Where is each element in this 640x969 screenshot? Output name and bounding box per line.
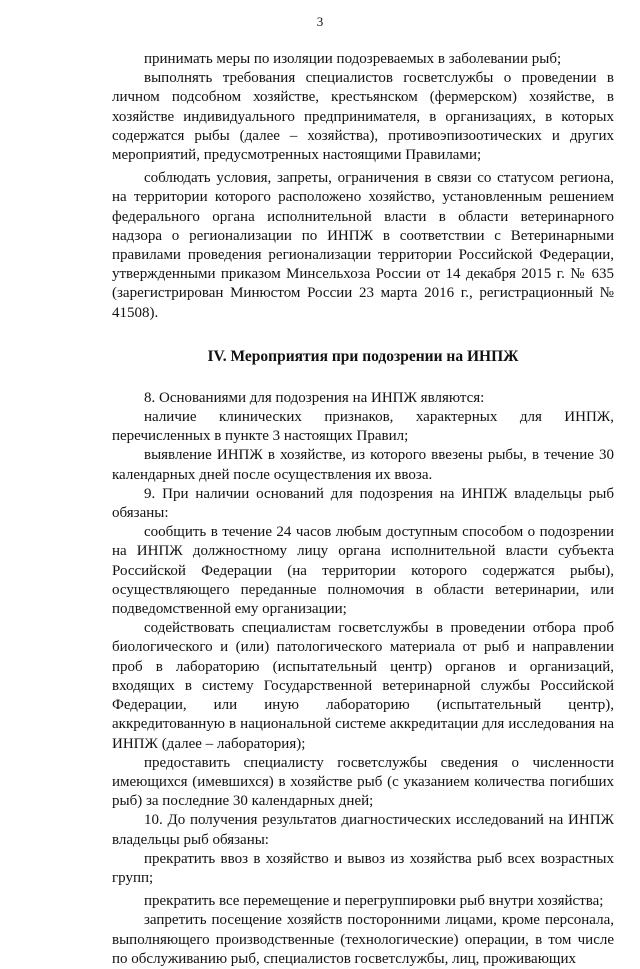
paragraph: выявление ИНПЖ в хозяйстве, из которого ввезены рыбы, в течение 30 календарных дней после осуществления их ввоза. [112, 447, 614, 483]
paragraph: прекратить все перемещение и перегруппировки рыб внутри хозяйства; [144, 893, 604, 910]
paragraph: выполнять требования специалистов госветслужбы о проведении в личном подсобном хозяйстве, крестьянском (фермерском) хозяйстве, в хозяйстве индивидуального предпринимателя, в организациях, в которых содержатся рыбы (далее – хозяйства), противоэпизоотических и других мероприятий, предусмотренных настоящими Правилами; [112, 70, 614, 164]
paragraph: принимать меры по изоляции подозреваемых в заболевании рыб; [144, 51, 562, 67]
paragraph: предоставить специалисту госветслужбы сведения о численности имеющихся (имевшихся) в хозяйстве рыб (с указанием количества погибших рыб) за последние 30 календарных дней; [112, 754, 614, 810]
paragraph: 10. До получения результатов диагностических исследований на ИНПЖ владельцы рыб обязаны: [112, 812, 614, 848]
paragraph: 8. Основаниями для подозрения на ИНПЖ являются: [144, 389, 485, 406]
paragraph: 9. При наличии оснований для подозрения на ИНПЖ владельцы рыб обязаны: [112, 485, 614, 522]
page-number: 3 [316, 14, 324, 29]
paragraph: запретить посещение хозяйств посторонними лицами, кроме персонала, выполняющего производственные (технологические) операции, в том числе по обслуживанию рыб, специалистов госветслужбы, лиц, проживающих [112, 912, 614, 967]
document-body [112, 50, 614, 969]
paragraph: соблюдать условия, запреты, ограничения в связи со статусом региона, на территории которого расположено хозяйство, установленным решением федерального органа исполнительной власти в области ветеринарного надзора о регионализации по ИНПЖ в соответствии с Ветеринарными правилами проведения регионализации территории Российской Федерации, утвержденными приказом Минсельхоза России от 14 декабря 2015 г. № 635 (зарегистрирован Минюстом России 23 марта 2016 г., регистрационный № 41508). [112, 170, 614, 321]
section-title: IV. Мероприятия при подозрении на ИНПЖ [207, 347, 519, 365]
paragraph: содействовать специалистам госветслужбы в проведении отбора проб биологического и (или) патологического материала от рыб и направлении проб в лабораторию (испытательный центр) органов и организаций, входящих в систему Государственной ветеринарной службы Российской Федерации, или иную лабораторию (испытательный центр), аккредитованную в национальной системе аккредитации для исследования на ИНПЖ (далее – лаборатория); [112, 620, 614, 752]
paragraph: прекратить ввоз в хозяйство и вывоз из хозяйства рыб всех возрастных групп; [112, 850, 614, 886]
paragraph: наличие клинических признаков, характерных для ИНПЖ, перечисленных в пункте 3 настоящих Правил; [112, 409, 614, 445]
paragraph: сообщить в течение 24 часов любым доступным способом о подозрении на ИНПЖ должностному лицу органа исполнительной власти субъекта Российской Федерации (на территории которого содержатся рыбы), осуществляющего переданные полномочия в области ветеринарии, или подведомственной ему организации; [112, 524, 614, 618]
